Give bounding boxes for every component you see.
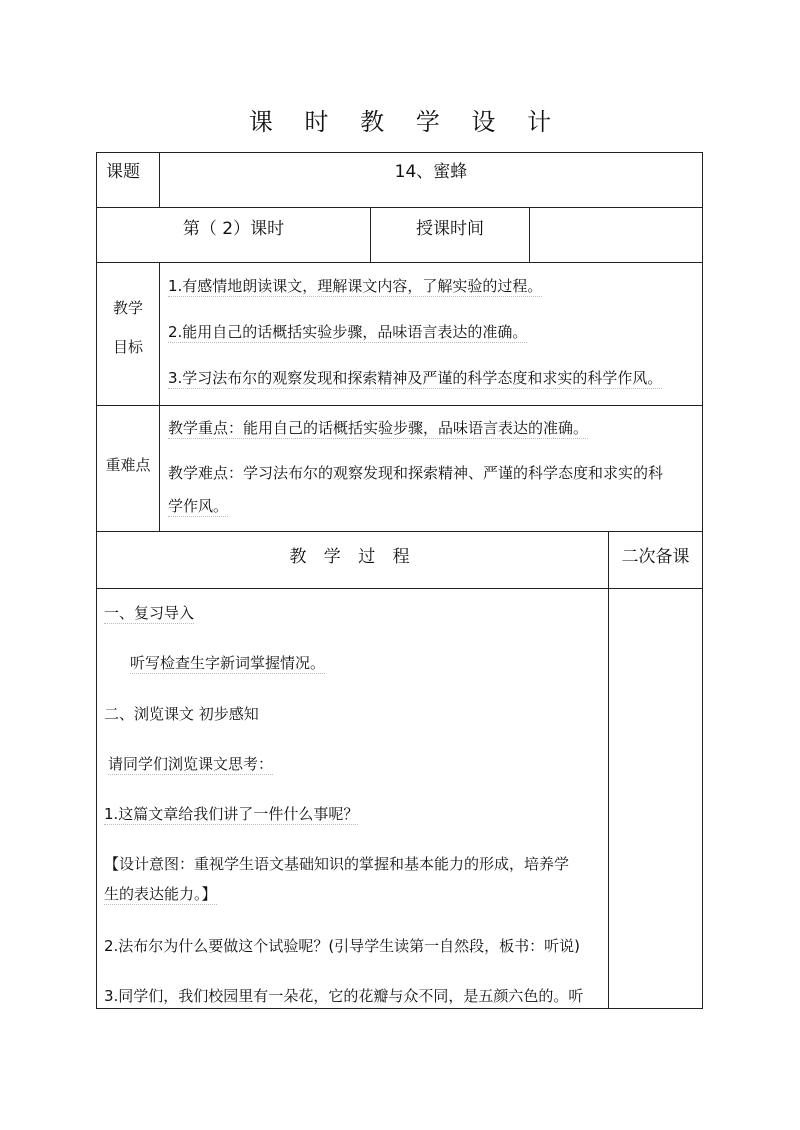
col-border — [96, 152, 97, 1009]
process-line: 1.这篇文章给我们讲了一件什么事呢？ — [104, 805, 359, 823]
process-line: 3.同学们，我们校园里有一朵花，它的花瓣与众不同，是五颜六色的。听 — [104, 987, 584, 1005]
process-line: 听写检查生字新词掌握情况。 — [130, 654, 326, 672]
key-points-label: 重难点 — [105, 456, 151, 474]
goals-label-line1: 教学 — [112, 299, 143, 317]
time-label: 授课时间 — [416, 219, 484, 239]
col-border — [529, 207, 530, 262]
row-border — [96, 531, 703, 532]
teaching-focus: 教学重点：能用自己的话概括实验步骤，品味语言表达的准确。 — [168, 419, 589, 437]
goals-label-line2: 目标 — [112, 338, 143, 356]
row-border — [96, 588, 703, 589]
process-line: 生的表达能力。】 — [104, 885, 217, 903]
process-line: 一、复习导入 — [104, 604, 195, 622]
lesson-label: 第（ 2）课时 — [182, 219, 285, 239]
process-line: 2.法布尔为什么要做这个试验呢？(引导学生读第一自然段，板书：听说) — [104, 937, 581, 955]
topic-label: 课题 — [106, 162, 140, 182]
goal-item: 1.有感情地朗读课文，理解课文内容，了解实验的过程。 — [168, 277, 543, 295]
topic-value: 14、蜜蜂 — [394, 162, 468, 182]
second-prep-heading: 二次备课 — [621, 547, 690, 567]
process-line: 二、浏览课文 初步感知 — [104, 705, 259, 723]
col-border — [159, 262, 160, 531]
process-heading: 教 学 过 程 — [289, 547, 416, 567]
col-border — [702, 152, 703, 1009]
row-border — [96, 405, 703, 406]
teaching-difficulty-line2: 学作风。 — [168, 497, 229, 515]
goal-item: 3.学习法布尔的观察发现和探索精神及严谨的科学态度和求实的科学作风。 — [168, 369, 663, 387]
page-title: 课 时 教 学 设 计 — [248, 108, 564, 136]
teaching-difficulty-line1: 教学难点：学习法布尔的观察发现和探索精神、严谨的科学态度和求实的科 — [168, 464, 664, 482]
process-line: 【设计意图：重视学生语文基础知识的掌握和基本能力的形成，培养学 — [104, 855, 570, 873]
row-border — [96, 1008, 703, 1009]
row-border — [96, 262, 703, 263]
row-border — [96, 152, 703, 153]
goal-item: 2.能用自己的话概括实验步骤，品味语言表达的准确。 — [168, 323, 528, 341]
col-border — [608, 531, 609, 1008]
row-border — [96, 207, 703, 208]
process-line: 请同学们浏览课文思考： — [108, 755, 274, 773]
